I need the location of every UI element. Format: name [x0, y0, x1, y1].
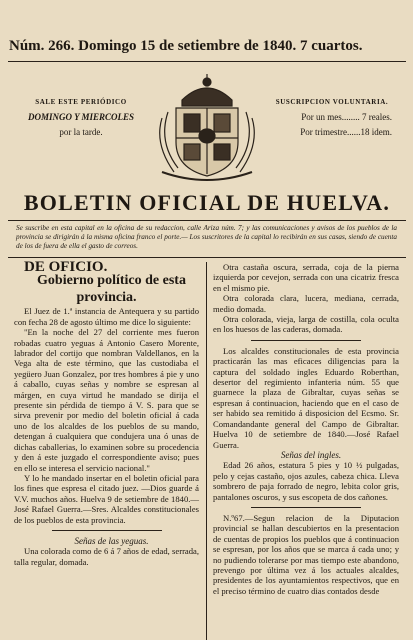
section-divider: [251, 340, 361, 341]
publication-time: por la tarde.: [59, 127, 103, 137]
subscription-info: [272, 95, 392, 140]
title-rule: [8, 220, 406, 221]
article-paragraph: Otra colorada, vieja, larga de costilla, cola oculta en los huesos de las caderas, domada.: [213, 314, 399, 335]
article-paragraph: Edad 26 años, estatura 5 pies y 10 ½ pulgadas, pelo y cejas castaño, ojos azules, cabeza chica. Lleva sombrero de paja forrado de negro, lebita color gris, pantalones oscuros, y sus escopeta de dos cañones.: [213, 460, 399, 502]
subscription-monthly: Por un mes........ 7 reales.: [301, 112, 392, 122]
subscription-title: SUSCRIPCION VOLUNTARIA.: [275, 98, 389, 106]
section-title: DE OFICIO.: [24, 259, 108, 275]
subheading: Señas de las yeguas.: [74, 535, 149, 546]
issue-date: Domingo 15 de setiembre de 1840.: [78, 38, 297, 54]
article-paragraph: Y lo he mandado insertar en el boletin oficial para los fines que espresa el citado juez. —Dios guarde á V.V. muchos años. Huelva 9 de setiembre de 1840.—José Rafael Guerra.—Sres. Alcaldes constitucionales de los pueblos de esta provincia.: [14, 472, 199, 525]
left-column: [14, 259, 199, 567]
issue-number: Núm. 266.: [9, 38, 75, 54]
notice-rule: [8, 257, 406, 258]
section-divider: [251, 507, 361, 508]
section-divider: [52, 530, 162, 531]
header-rule: [8, 61, 406, 62]
article-paragraph: "En la noche del 27 del corriente mes fueron robadas cuatro yeguas á Antonio Casero Morente, labrador del cortijo que nombran Valdellanos, en la Vega alta de este término, que las custodiaba el yegüero Juan Gonzalez, por tres hombres á pie y uno á caballo, cuyas señas y nombre se espresan al márgen, en cuya virtud he mandado se dirija el presente sin pérdida de tiempo á V. S. para que se sirva prevenir por medio del boletin oficial á cada uno de los alcaldes de los pueblos de su mando, detengan á cualquiera que condujera una ó unas de dichas caballerias, lo examinen sobre su procedencia y den á este juzgado el correspondiente aviso; pues en ello se interesa el servicio nacional.": [14, 327, 199, 473]
article-paragraph: Otra colorada clara, lucera, mediana, cerrada, medio domada.: [213, 293, 399, 314]
subheading: Señas del ingles.: [280, 449, 342, 460]
column-divider: [206, 262, 207, 640]
article-paragraph: N.º67.—Segun relacion de la Diputacion provincial se hallan descubiertos en la presentacion de cuentas de propios los pueblos que á continuacion se espresan, por los años que se marca á cada uno; y no pudiendo tolerarse por mas tiempo este abandono, prevengo por última vez á los actuales alcaldes, presidentes de los ayuntamientos respectivos, que en el preciso término de cuatro dias contados desde: [213, 512, 399, 596]
section-heading: Gobierno político de esta provincia.: [37, 273, 186, 306]
subscription-notice: Se suscribe en esta capital en la oficina de su redaccion, calle Ariza núm. 7; y las comunicaciones y avisos de los pueblos de la provincia se dirigirán á la misma oficina franco el porte.— Los suscritores de la capital lo recibirán en sus casas, siendo de cuenta de los de fuera de ella el gasto de correos.: [16, 224, 397, 250]
issue-price: 7 cuartos.: [299, 38, 363, 54]
subscription-quarterly: Por trimestre......18 idem.: [300, 127, 392, 137]
newspaper-title: BOLETIN OFICIAL DE HUELVA.: [23, 190, 391, 215]
publication-days: DOMINGO Y MIERCOLES: [27, 112, 135, 122]
article-paragraph: Los alcaldes constitucionales de esta provincia practicarán las mas eficaces diligencias para la captura del soldado ingles Eduardo Roberthan, desertor del regimiento infanteria núm. 55 que guarnece la plaza de Gibraltar, cuyas señas se espresan á continuacion, haciendo que en el caso de ser habido sea remitido á disposicion del Ecsmo. Sr. Comandandante general del Campo de Gibraltar. Huelva 10 de setiembre de 1840.—José Rafael Guerra.: [213, 345, 399, 450]
publication-info: [26, 95, 136, 140]
right-column: [213, 262, 399, 596]
article-paragraph: El Juez de 1.ª instancia de Antequera y su partido con fecha 28 de agosto último me dice lo siguiente:: [14, 306, 199, 327]
article-paragraph: Otra castaña oscura, serrada, coja de la pierna izquierda por cevejon, serrada con una cicatriz fresca en el mismo pie.: [213, 262, 399, 293]
issue-header: [9, 38, 404, 58]
publication-note: SALE ESTE PERIÓDICO: [35, 98, 127, 106]
coat-of-arms-icon: [148, 72, 266, 182]
article-paragraph: Una colorada como de 6 á 7 años de edad, serrada, talla regular, domada.: [14, 546, 199, 567]
